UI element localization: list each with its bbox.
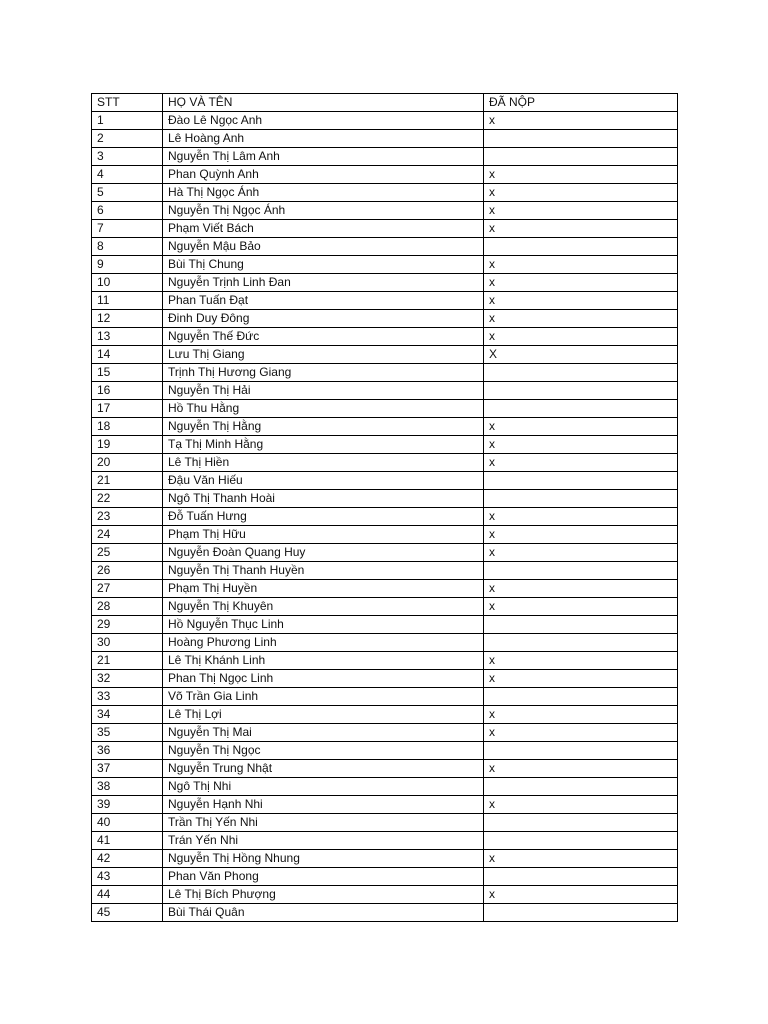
row-stt-cell: 34 (92, 706, 163, 724)
row-stt-cell: 27 (92, 580, 163, 598)
row-stt-cell: 16 (92, 382, 163, 400)
row-stt-cell: 17 (92, 400, 163, 418)
roster-sheet (91, 93, 677, 922)
row-stt-cell: 32 (92, 670, 163, 688)
row-paid-cell: x (484, 202, 678, 220)
row-paid-cell (484, 904, 678, 922)
row-paid-cell: x (484, 706, 678, 724)
row-stt-cell: 11 (92, 292, 163, 310)
row-paid-cell: x (484, 112, 678, 130)
row-paid-cell: x (484, 526, 678, 544)
row-paid-cell: x (484, 886, 678, 904)
row-stt-cell: 36 (92, 742, 163, 760)
header-stt: STT (92, 94, 163, 112)
row-stt-cell: 9 (92, 256, 163, 274)
table-row (92, 328, 678, 346)
row-name-cell: Đinh Duy Đông (163, 310, 484, 328)
row-stt-cell: 2 (92, 130, 163, 148)
row-stt-cell: 43 (92, 868, 163, 886)
row-paid-cell: x (484, 418, 678, 436)
row-paid-cell: x (484, 796, 678, 814)
row-stt-cell: 42 (92, 850, 163, 868)
row-paid-cell: x (484, 580, 678, 598)
row-name-cell: Võ Trần Gia Linh (163, 688, 484, 706)
row-paid-cell: x (484, 598, 678, 616)
row-paid-cell (484, 490, 678, 508)
row-name-cell: Nguyễn Thị Khuyên (163, 598, 484, 616)
table-row (92, 688, 678, 706)
row-stt-cell: 23 (92, 508, 163, 526)
table-row (92, 760, 678, 778)
row-paid-cell: x (484, 166, 678, 184)
table-row (92, 400, 678, 418)
row-paid-cell (484, 130, 678, 148)
table-row (92, 472, 678, 490)
table-row (92, 526, 678, 544)
table-row (92, 886, 678, 904)
row-stt-cell: 33 (92, 688, 163, 706)
header-name: HỌ VÀ TÊN (163, 94, 484, 112)
row-stt-cell: 13 (92, 328, 163, 346)
roster-table (91, 93, 678, 922)
row-name-cell: Phạm Viết Bách (163, 220, 484, 238)
row-name-cell: Nguyễn Thị Ngọc Ánh (163, 202, 484, 220)
table-row (92, 436, 678, 454)
table-row (92, 814, 678, 832)
table-row (92, 868, 678, 886)
row-paid-cell (484, 382, 678, 400)
row-stt-cell: 37 (92, 760, 163, 778)
row-name-cell: Hồ Nguyễn Thục Linh (163, 616, 484, 634)
row-name-cell: Bùi Thị Chung (163, 256, 484, 274)
table-row (92, 778, 678, 796)
table-row (92, 562, 678, 580)
row-name-cell: Nguyễn Thị Mai (163, 724, 484, 742)
row-stt-cell: 12 (92, 310, 163, 328)
row-stt-cell: 21 (92, 472, 163, 490)
table-row (92, 238, 678, 256)
table-row (92, 346, 678, 364)
row-paid-cell: x (484, 454, 678, 472)
row-name-cell: Lê Thị Hiền (163, 454, 484, 472)
table-row (92, 652, 678, 670)
table-row (92, 490, 678, 508)
row-paid-cell (484, 364, 678, 382)
row-stt-cell: 18 (92, 418, 163, 436)
row-stt-cell: 25 (92, 544, 163, 562)
row-paid-cell: x (484, 670, 678, 688)
table-row (92, 130, 678, 148)
row-name-cell: Trần Thị Yến Nhi (163, 814, 484, 832)
row-paid-cell (484, 238, 678, 256)
row-stt-cell: 14 (92, 346, 163, 364)
row-stt-cell: 4 (92, 166, 163, 184)
table-row (92, 202, 678, 220)
row-paid-cell (484, 634, 678, 652)
row-name-cell: Lê Thị Khánh Linh (163, 652, 484, 670)
table-row (92, 742, 678, 760)
row-stt-cell: 3 (92, 148, 163, 166)
table-row (92, 148, 678, 166)
table-row (92, 544, 678, 562)
row-stt-cell: 6 (92, 202, 163, 220)
table-row (92, 220, 678, 238)
row-stt-cell: 19 (92, 436, 163, 454)
row-paid-cell (484, 814, 678, 832)
row-name-cell: Hoàng Phương Linh (163, 634, 484, 652)
row-stt-cell: 29 (92, 616, 163, 634)
row-paid-cell: x (484, 850, 678, 868)
row-stt-cell: 24 (92, 526, 163, 544)
row-name-cell: Bùi Thái Quân (163, 904, 484, 922)
row-name-cell: Hồ Thu Hằng (163, 400, 484, 418)
table-row (92, 580, 678, 598)
row-stt-cell: 7 (92, 220, 163, 238)
row-paid-cell: X (484, 346, 678, 364)
row-name-cell: Nguyễn Mậu Bảo (163, 238, 484, 256)
row-name-cell: Tạ Thị Minh Hằng (163, 436, 484, 454)
row-stt-cell: 10 (92, 274, 163, 292)
row-paid-cell: x (484, 292, 678, 310)
table-row (92, 706, 678, 724)
row-name-cell: Nguyễn Thị Thanh Huyền (163, 562, 484, 580)
row-name-cell: Đỗ Tuấn Hưng (163, 508, 484, 526)
row-name-cell: Nguyễn Hạnh Nhi (163, 796, 484, 814)
row-paid-cell (484, 688, 678, 706)
row-stt-cell: 28 (92, 598, 163, 616)
table-row (92, 904, 678, 922)
row-name-cell: Phan Thị Ngọc Linh (163, 670, 484, 688)
row-name-cell: Lê Thị Lợi (163, 706, 484, 724)
row-paid-cell: x (484, 436, 678, 454)
row-paid-cell: x (484, 220, 678, 238)
row-paid-cell: x (484, 328, 678, 346)
row-name-cell: Nguyễn Thị Hồng Nhung (163, 850, 484, 868)
row-name-cell: Lê Thị Bích Phượng (163, 886, 484, 904)
row-stt-cell: 5 (92, 184, 163, 202)
row-name-cell: Trán Yến Nhi (163, 832, 484, 850)
row-paid-cell (484, 868, 678, 886)
row-name-cell: Đào Lê Ngọc Anh (163, 112, 484, 130)
row-paid-cell: x (484, 256, 678, 274)
row-name-cell: Nguyễn Thị Hải (163, 382, 484, 400)
row-stt-cell: 30 (92, 634, 163, 652)
table-row (92, 724, 678, 742)
row-stt-cell: 44 (92, 886, 163, 904)
row-name-cell: Nguyễn Trung Nhật (163, 760, 484, 778)
row-stt-cell: 8 (92, 238, 163, 256)
row-paid-cell (484, 148, 678, 166)
row-paid-cell: x (484, 274, 678, 292)
row-paid-cell (484, 832, 678, 850)
row-stt-cell: 41 (92, 832, 163, 850)
row-paid-cell: x (484, 184, 678, 202)
table-row (92, 310, 678, 328)
row-stt-cell: 20 (92, 454, 163, 472)
row-stt-cell: 26 (92, 562, 163, 580)
row-name-cell: Trịnh Thị Hương Giang (163, 364, 484, 382)
row-stt-cell: 45 (92, 904, 163, 922)
table-row (92, 292, 678, 310)
row-name-cell: Phan Tuấn Đạt (163, 292, 484, 310)
row-paid-cell (484, 472, 678, 490)
row-name-cell: Phạm Thị Huyền (163, 580, 484, 598)
table-row (92, 670, 678, 688)
table-row (92, 832, 678, 850)
row-name-cell: Nguyễn Thị Ngọc (163, 742, 484, 760)
row-stt-cell: 15 (92, 364, 163, 382)
table-row (92, 274, 678, 292)
row-paid-cell (484, 742, 678, 760)
table-row (92, 796, 678, 814)
row-paid-cell: x (484, 652, 678, 670)
table-row (92, 634, 678, 652)
row-name-cell: Nguyễn Thị Lâm Anh (163, 148, 484, 166)
row-stt-cell: 38 (92, 778, 163, 796)
row-stt-cell: 22 (92, 490, 163, 508)
row-name-cell: Phan Văn Phong (163, 868, 484, 886)
row-name-cell: Ngô Thị Thanh Hoài (163, 490, 484, 508)
row-name-cell: Phạm Thị Hữu (163, 526, 484, 544)
row-stt-cell: 21 (92, 652, 163, 670)
header-paid: ĐÃ NỘP (484, 94, 678, 112)
row-name-cell: Nguyễn Trịnh Linh Đan (163, 274, 484, 292)
row-stt-cell: 39 (92, 796, 163, 814)
table-row (92, 364, 678, 382)
row-paid-cell: x (484, 544, 678, 562)
table-row (92, 112, 678, 130)
row-paid-cell: x (484, 760, 678, 778)
row-name-cell: Nguyễn Thị Hằng (163, 418, 484, 436)
row-name-cell: Lưu Thị Giang (163, 346, 484, 364)
row-paid-cell (484, 616, 678, 634)
row-paid-cell: x (484, 508, 678, 526)
row-paid-cell (484, 778, 678, 796)
header-row (92, 94, 678, 112)
table-row (92, 454, 678, 472)
row-name-cell: Nguyễn Thế Đức (163, 328, 484, 346)
row-name-cell: Đậu Văn Hiếu (163, 472, 484, 490)
table-row (92, 598, 678, 616)
row-name-cell: Nguyễn Đoàn Quang Huy (163, 544, 484, 562)
table-row (92, 508, 678, 526)
row-paid-cell: x (484, 724, 678, 742)
row-name-cell: Ngô Thị Nhi (163, 778, 484, 796)
table-row (92, 418, 678, 436)
row-name-cell: Lê Hoàng Anh (163, 130, 484, 148)
row-stt-cell: 35 (92, 724, 163, 742)
row-stt-cell: 40 (92, 814, 163, 832)
table-row (92, 850, 678, 868)
row-stt-cell: 1 (92, 112, 163, 130)
row-name-cell: Phan Quỳnh Anh (163, 166, 484, 184)
row-paid-cell (484, 400, 678, 418)
row-name-cell: Hà Thị Ngọc Ánh (163, 184, 484, 202)
table-row (92, 166, 678, 184)
table-row (92, 184, 678, 202)
table-row (92, 382, 678, 400)
table-row (92, 616, 678, 634)
table-row (92, 256, 678, 274)
row-paid-cell (484, 562, 678, 580)
row-paid-cell: x (484, 310, 678, 328)
